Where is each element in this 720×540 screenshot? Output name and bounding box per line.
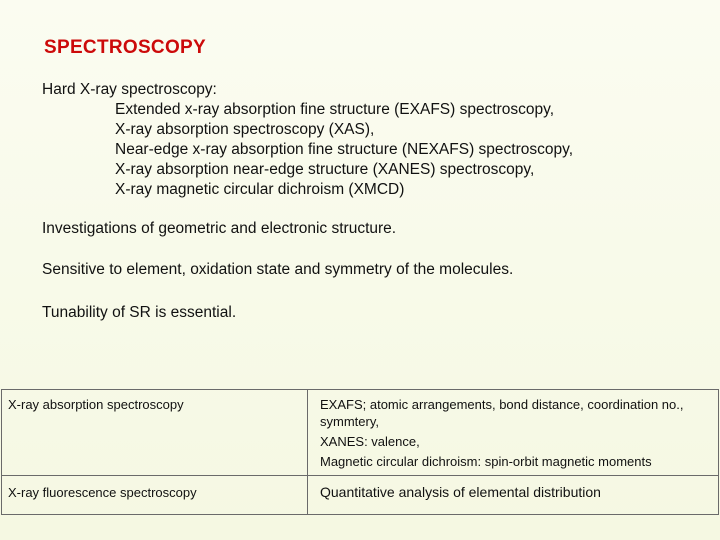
point-tunability: Tunability of SR is essential.: [42, 304, 237, 321]
point-sensitivity: Sensitive to element, oxidation state and symmetry of the molecules.: [42, 261, 514, 278]
info-cell: Quantitative analysis of elemental distribution: [308, 476, 719, 515]
point-geometric-electronic: Investigations of geometric and electronic structure.: [42, 220, 397, 237]
table-row: [2, 390, 719, 476]
technique-item: X-ray absorption near-edge structure (XANES) spectroscopy,: [115, 161, 535, 178]
entry-term: Magnetic circular dichroism:: [320, 454, 482, 469]
slide-title: SPECTROSCOPY: [44, 37, 206, 58]
technique-item: X-ray absorption spectroscopy (XAS),: [115, 121, 375, 138]
info-entry-mcd: [320, 453, 711, 470]
info-cell: [308, 390, 719, 476]
hard-xray-heading: Hard X-ray spectroscopy:: [42, 81, 217, 98]
entry-desc: spin-orbit magnetic moments: [481, 454, 652, 469]
method-cell: X-ray absorption spectroscopy: [2, 390, 308, 476]
technique-item: X-ray magnetic circular dichroism (XMCD): [115, 181, 405, 198]
spectroscopy-table: [1, 389, 719, 515]
entry-desc: atomic arrangements, bond distance, coordination no., symmtery,: [320, 397, 684, 429]
entry-term: XANES:: [320, 434, 368, 449]
slide-body: [42, 80, 712, 323]
technique-item: Near-edge x-ray absorption fine structure (NEXAFS) spectroscopy,: [115, 141, 574, 158]
technique-item: Extended x-ray absorption fine structure (EXAFS) spectroscopy,: [115, 101, 555, 118]
info-entry-xanes: [320, 433, 711, 450]
entry-desc: valence,: [367, 434, 420, 449]
method-cell: X-ray fluorescence spectroscopy: [2, 476, 308, 515]
table-row: [2, 476, 719, 515]
entry-term: EXAFS;: [320, 397, 367, 412]
technique-list: [42, 100, 712, 200]
info-entry-exafs: [320, 396, 711, 430]
